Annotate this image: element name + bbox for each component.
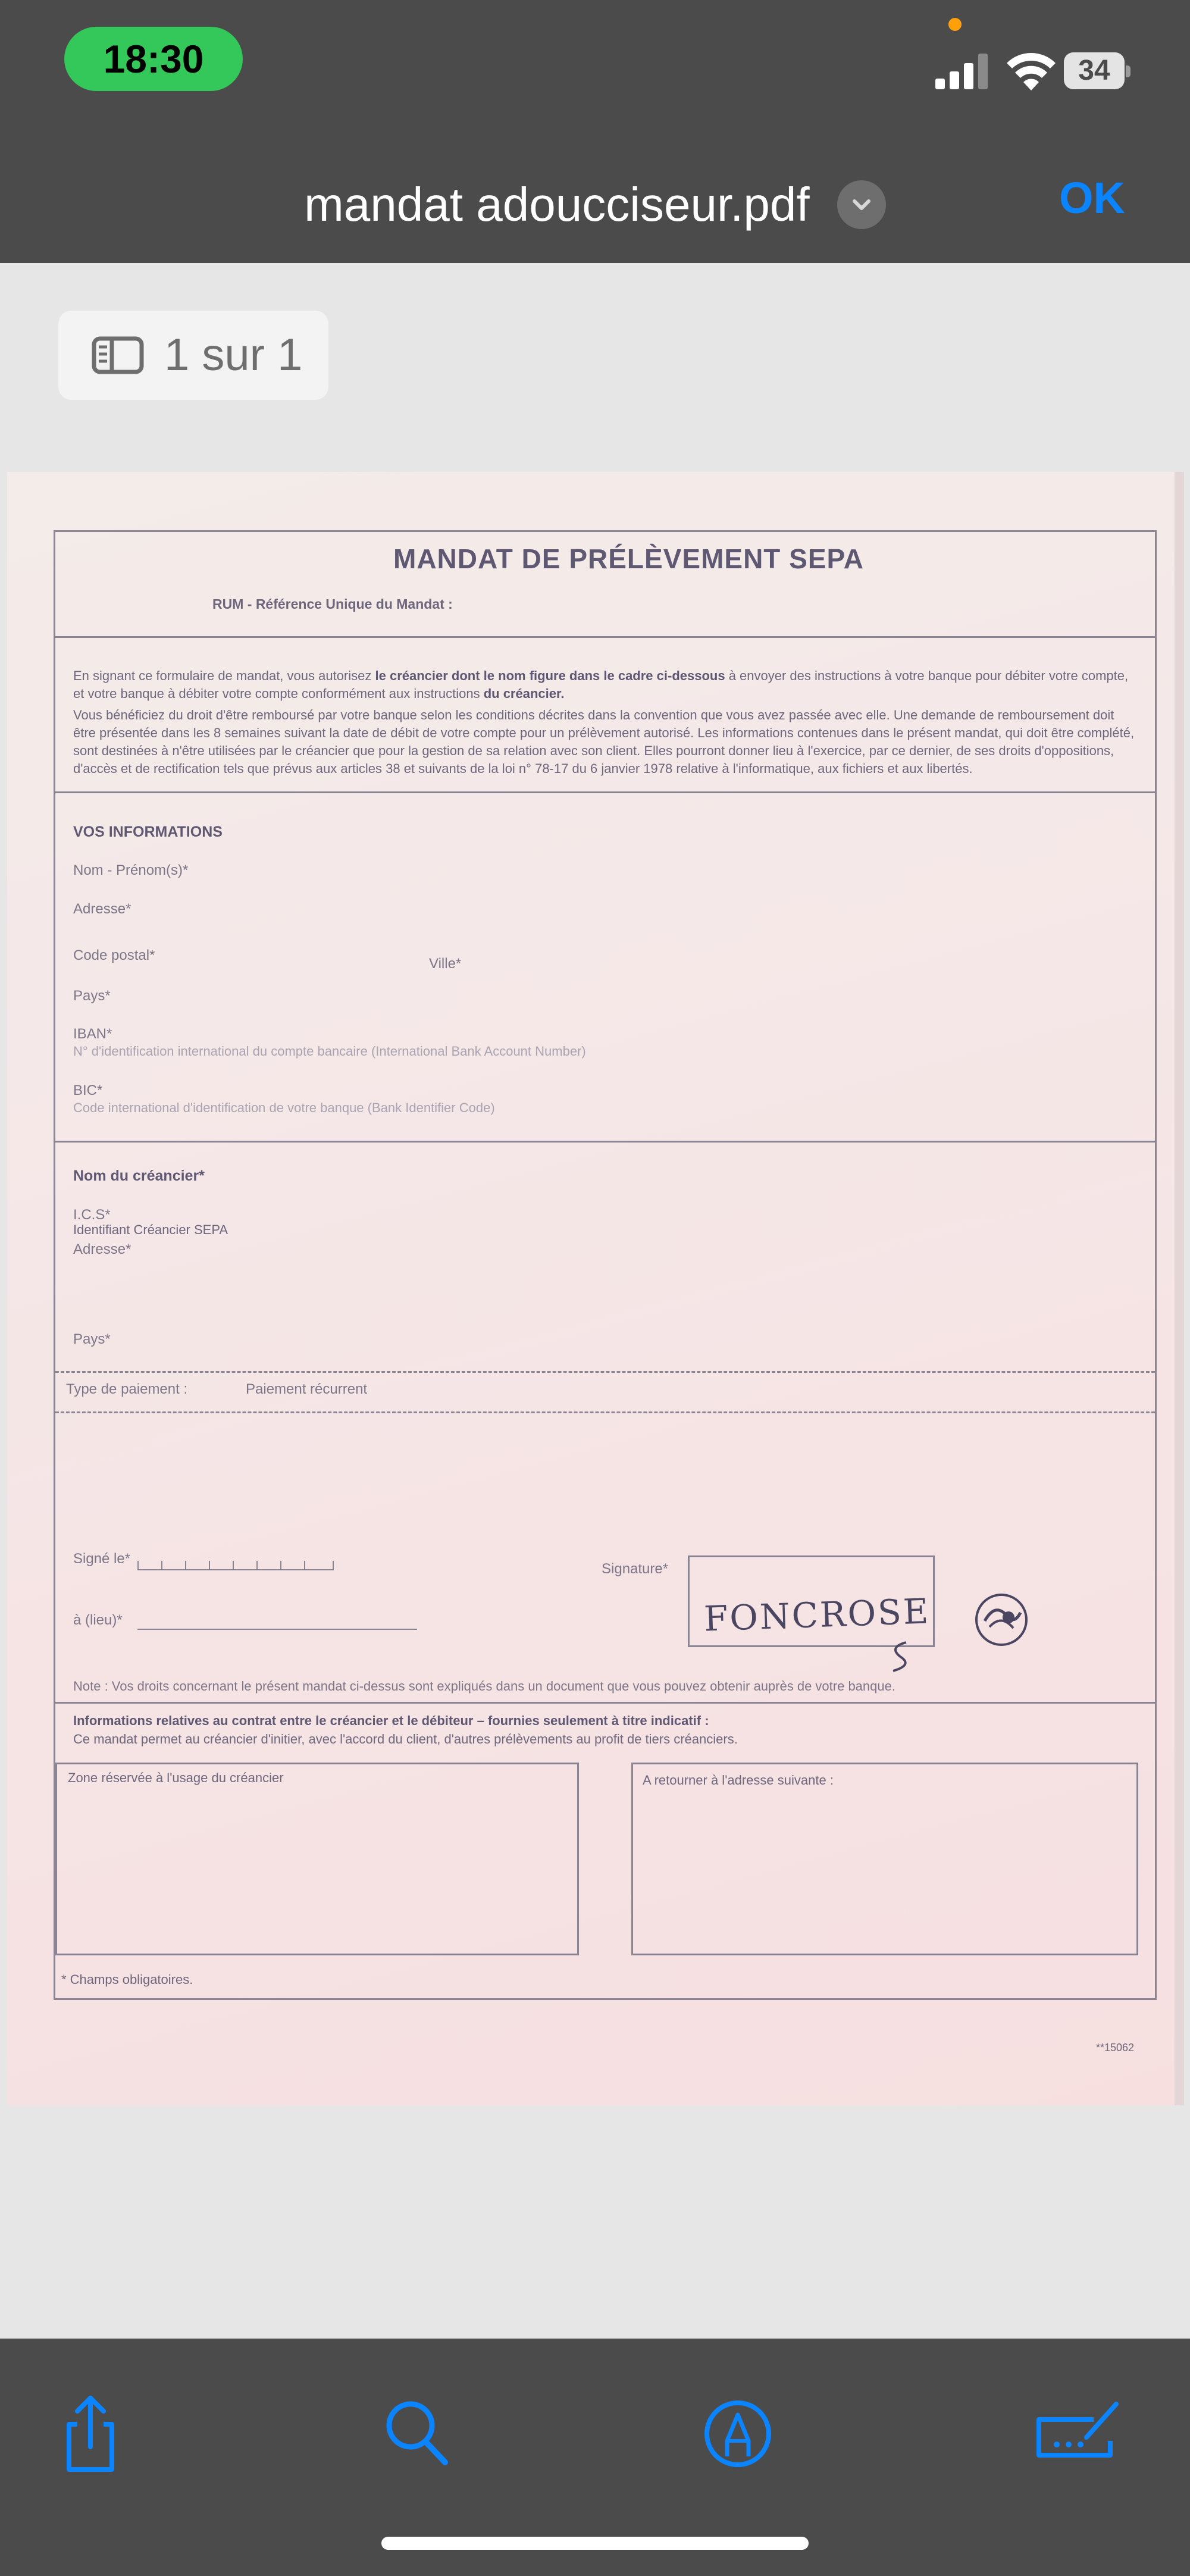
recording-indicator-icon — [948, 18, 962, 31]
share-icon — [43, 2386, 138, 2481]
chevron-down-icon[interactable] — [837, 180, 886, 229]
page-count-label: 1 sur 1 — [164, 330, 303, 380]
signature-flourish-icon — [882, 1639, 918, 1674]
page-indicator[interactable] — [58, 311, 328, 400]
cellular-signal-icon — [935, 54, 990, 89]
signature-label: Signature* — [602, 1561, 669, 1577]
signature-scribble-icon — [972, 1590, 1031, 1649]
markup-button[interactable] — [690, 2386, 785, 2481]
home-indicator[interactable] — [381, 2537, 809, 2550]
bic-description: Code international d'identification de votre banque (Bank Identifier Code) — [73, 1100, 495, 1115]
document-page[interactable] — [7, 472, 1184, 2105]
signature-icon — [1027, 2386, 1122, 2481]
document-title[interactable]: mandat adoucciseur.pdf — [304, 177, 810, 231]
note-text: Note : Vos droits concernant le présent mandat ci-dessus sont expliqués dans un document que vous pouvez obtenir auprès de votre banque. — [73, 1679, 895, 1694]
champs-obligatoires-note: * Champs obligatoires. — [61, 1972, 193, 1987]
navigation-bar — [0, 95, 1190, 263]
a-lieu-label: à (lieu)* — [73, 1612, 123, 1628]
search-button[interactable] — [369, 2386, 464, 2481]
battery-level: 34 — [1064, 52, 1125, 89]
bic-label: BIC* — [73, 1082, 103, 1098]
ville-label: Ville* — [429, 956, 462, 972]
battery-icon — [1064, 52, 1132, 89]
iban-label: IBAN* — [73, 1026, 112, 1042]
sidebar-icon — [92, 336, 144, 374]
retour-adresse-box — [631, 1763, 1138, 1955]
share-button[interactable] — [43, 2386, 138, 2481]
section-vos-informations: VOS INFORMATIONS — [73, 824, 223, 840]
ok-button[interactable]: OK — [1059, 173, 1125, 223]
adresse-creancier-label: Adresse* — [73, 1241, 131, 1257]
zone-creancier-label: Zone réservée à l'usage du créancier — [68, 1770, 284, 1785]
divider — [55, 1141, 1155, 1143]
nom-creancier-label: Nom du créancier* — [73, 1168, 205, 1184]
iban-description: N° d'identification international du compte bancaire (International Bank Account Number) — [73, 1044, 586, 1059]
wifi-icon — [1006, 49, 1057, 90]
type-paiement-value: Paiement récurrent — [246, 1381, 368, 1397]
intro-paragraph-2: Vous bénéficiez du droit d'être remboursé par votre banque selon les conditions décrites dans la convention que vous avez passée avec elle. Une demande de remboursement doit être présentée dans les 8 semaines suivant la date de débit de votre compte pour un prélèvement autorisé. Les informations contenues dans le présent mandat, qui doit être complété, sont destinées à n'être utilisées par le créancier que pour la gestion de sa relation avec son client. Elles pourront donner lieu à l'exercice, par ce dernier, de ses droits d'oppositions, d'accès et de rectification tels que prévus aux articles 38 et suivants de la loi n° 78-17 du 6 janvier 1978 relative à l'informatique, aux fichiers et aux libertés. — [73, 708, 1135, 776]
sepa-mandate-form — [54, 530, 1157, 2000]
retour-adresse-label: A retourner à l'adresse suivante : — [643, 1773, 834, 1788]
rum-label: RUM - Référence Unique du Mandat : — [212, 596, 453, 612]
date-field — [137, 1553, 334, 1570]
bottom-toolbar — [0, 2339, 1190, 2576]
adresse-label: Adresse* — [73, 901, 131, 917]
ics-description: Identifiant Créancier SEPA — [73, 1222, 228, 1237]
divider — [55, 791, 1155, 793]
document-title-row[interactable] — [0, 171, 1190, 234]
signe-le-label: Signé le* — [73, 1551, 131, 1567]
form-reference-code: **15062 — [1096, 2042, 1135, 2054]
form-title: MANDAT DE PRÉLÈVEMENT SEPA — [393, 543, 865, 574]
handwritten-signature: FONCROSE — [703, 1591, 931, 1639]
page-shadow-edge — [1175, 472, 1184, 2105]
info-contrat-text: Ce mandat permet au créancier d'initier, avec l'accord du client, d'autres prélèvements au profit de tiers créanciers. — [73, 1732, 738, 1746]
info-contrat-title: Informations relatives au contrat entre le créancier et le débiteur – fournies seulement à titre indicatif : — [73, 1713, 709, 1728]
zone-creancier-box — [55, 1763, 579, 1955]
markup-icon — [690, 2386, 785, 2481]
signature-button[interactable] — [1027, 2386, 1122, 2481]
intro-paragraph-1: En signant ce formulaire de mandat, vous autorisez le créancier dont le nom figure dans le cadre ci-dessous à envoyer des instructions à votre banque pour débiter votre compte, et votre banque à débiter votre compte conformément aux instructions du créancier. — [73, 668, 1129, 701]
type-paiement-label: Type de paiement : — [66, 1381, 188, 1397]
pays-creancier-label: Pays* — [73, 1331, 111, 1347]
divider-dashed — [55, 1371, 1155, 1373]
status-bar — [0, 0, 1190, 95]
search-icon — [369, 2386, 464, 2481]
lieu-field-line — [137, 1629, 417, 1630]
divider — [55, 636, 1155, 638]
divider-dashed — [55, 1411, 1155, 1413]
nom-prenom-label: Nom - Prénom(s)* — [73, 862, 189, 878]
pays-label: Pays* — [73, 988, 111, 1004]
code-postal-label: Code postal* — [73, 947, 155, 963]
status-time: 18:30 — [64, 27, 243, 91]
divider — [55, 1702, 1155, 1704]
ics-label: I.C.S* — [73, 1207, 111, 1223]
